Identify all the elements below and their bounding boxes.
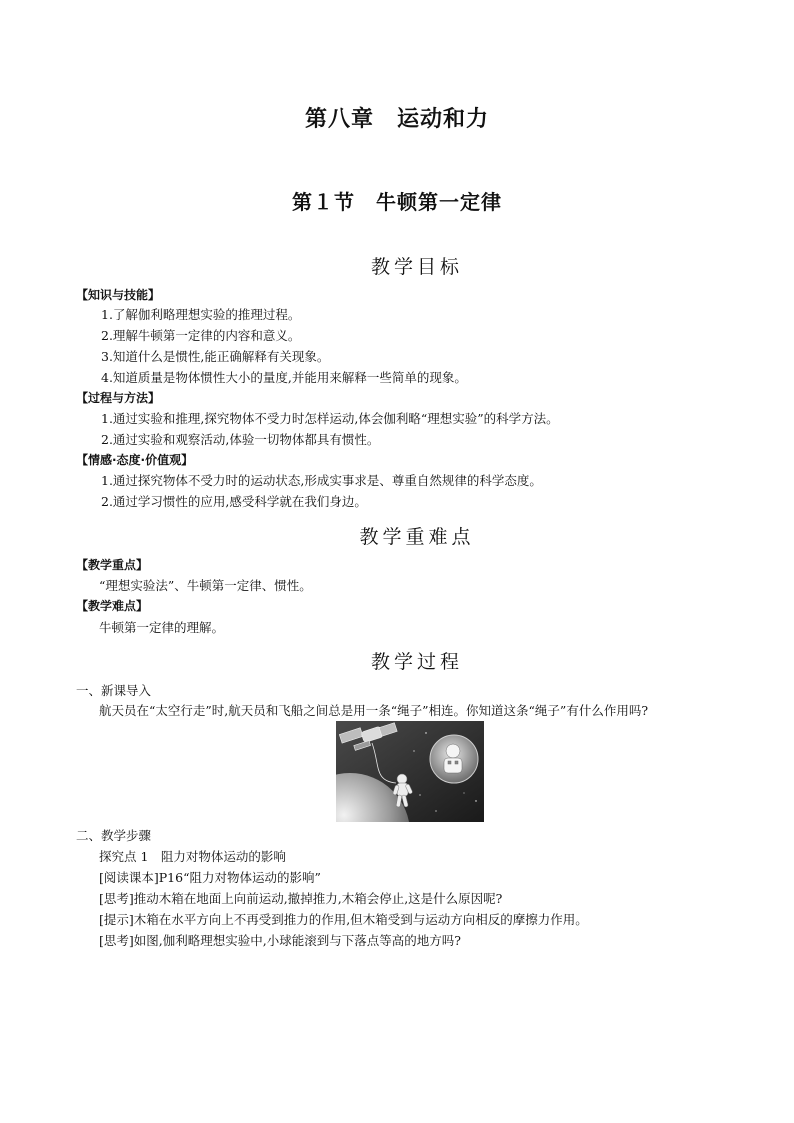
group-label-process: 【过程与方法】 (76, 391, 161, 405)
section-title: 第１节 牛顿第一定律 (292, 190, 502, 214)
group-label-attitude: 【情感·态度·价值观】 (76, 453, 194, 467)
focus-label: 【教学重点】 (76, 558, 149, 572)
group-label-knowledge: 【知识与技能】 (76, 288, 161, 302)
objective-item: 2.理解牛顿第一定律的内容和意义。 (101, 328, 301, 343)
process-heading: 教学过程 (370, 651, 463, 673)
objective-item: 3.知道什么是惯性,能正确解释有关现象。 (101, 349, 330, 364)
objective-item: 1.通过实验和推理,探究物体不受力时怎样运动,体会伽利略“理想实验”的科学方法。 (101, 411, 559, 426)
objective-item: 4.知道质量是物体惯性大小的量度,并能用来解释一些简单的现象。 (101, 370, 467, 385)
objective-item: 2.通过实验和观察活动,体验一切物体都具有惯性。 (101, 432, 380, 447)
difficulty-text: 牛顿第一定律的理解。 (99, 620, 225, 635)
astronaut-spacewalk-photo (336, 721, 484, 822)
objectives-heading: 教学目标 (370, 256, 463, 278)
objective-item: 1.通过探究物体不受力时的运动状态,形成实事求是、尊重自然规律的科学态度。 (101, 473, 542, 488)
chapter-title: 第八章 运动和力 (304, 107, 489, 132)
objective-item: 1.了解伽利略理想实验的推理过程。 (101, 307, 301, 322)
step-line: 探究点 1 阻力对物体运动的影响 (99, 849, 286, 864)
objective-item: 2.通过学习惯性的应用,感受科学就在我们身边。 (101, 494, 367, 509)
difficulty-label: 【教学难点】 (76, 599, 149, 613)
key-points-heading: 教学重难点 (359, 526, 475, 548)
intro-text: 航天员在“太空行走”时,航天员和飞船之间总是用一条“绳子”相连。你知道这条“绳子”有什么作用吗? (99, 703, 649, 718)
step-line: [思考]如图,伽利略理想实验中,小球能滚到与下落点等高的地方吗? (99, 933, 461, 948)
step-line: [阅读课本]P16“阻力对物体运动的影响” (99, 870, 321, 885)
focus-text: “理想实验法”、牛顿第一定律、惯性。 (99, 578, 312, 593)
steps-label: 二、教学步骤 (76, 828, 152, 843)
step-line: [提示]木箱在水平方向上不再受到推力的作用,但木箱受到与运动方向相反的摩擦力作用。 (99, 912, 588, 927)
step-line: [思考]推动木箱在地面上向前运动,撤掉推力,木箱会停止,这是什么原因呢? (99, 891, 503, 906)
astronaut-spacewalk-image (336, 721, 484, 822)
intro-label: 一、新课导入 (76, 683, 152, 698)
